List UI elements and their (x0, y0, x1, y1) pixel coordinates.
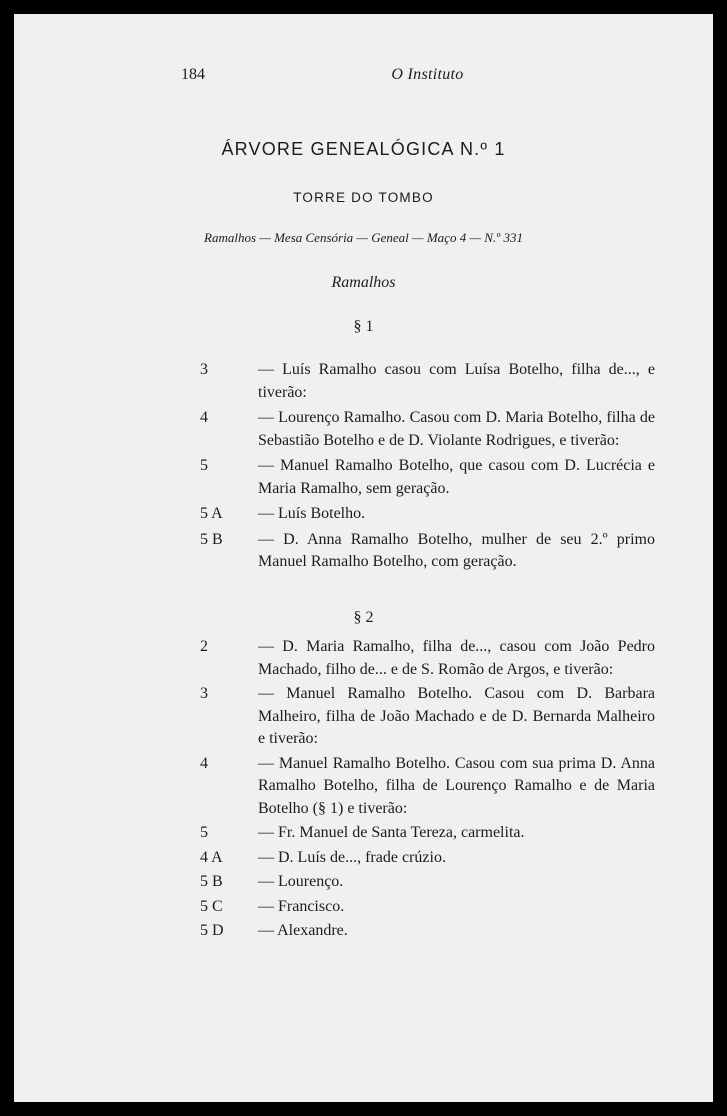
entry-text: — Lourenço. (258, 873, 344, 890)
genealogy-entry (14, 896, 713, 919)
genealogy-entry (14, 503, 713, 526)
generation-number: 5 B (200, 530, 223, 548)
generation-number: 5 A (200, 505, 223, 522)
generation-number: 4 A (200, 848, 223, 866)
genealogy-entry (14, 636, 713, 681)
document-subtitle: TORRE DO TOMBO (293, 190, 434, 205)
generation-number: 5 (200, 457, 208, 474)
generation-number: 3 (200, 361, 208, 378)
genealogy-entry (14, 683, 713, 751)
genealogy-entry (14, 753, 713, 821)
entry-text: — D. Anna Ramalho Botelho, mulher de seu 2.º primo Manuel Ramalho Botelho, com geração. (258, 530, 655, 570)
genealogy-entry (14, 822, 713, 845)
family-heading: Ramalhos (331, 274, 396, 291)
genealogy-entry (14, 920, 713, 943)
document-page (14, 14, 713, 1102)
section-2-entries (14, 636, 713, 945)
document-title: ÁRVORE GENEALÓGICA N.º 1 (221, 139, 506, 159)
section-2-label: § 2 (353, 609, 374, 626)
section-1-label: § 1 (353, 318, 374, 335)
generation-number: 3 (200, 685, 208, 702)
genealogy-entry (14, 529, 713, 574)
genealogy-entry (14, 871, 713, 894)
entry-text: — D. Maria Ramalho, filha de..., casou com João Pedro Machado, filho de... e de S. Romão de Argos, e tiverão: (258, 638, 655, 678)
entry-text: — Lourenço Ramalho. Casou com D. Maria Botelho, filha de Sebastião Botelho e de D. Violante Rodrigues, e tiverão: (258, 409, 655, 449)
entry-text: — Manuel Ramalho Botelho. Casou com sua prima D. Anna Ramalho Botelho, filha de Lourenço Ramalho e de Maria Botelho (§ 1) e tiverão: (258, 754, 655, 817)
entry-text: — Manuel Ramalho Botelho. Casou com D. Barbara Malheiro, filha de João Machado e de D. Bernarda Malheiro e tiverão: (258, 685, 655, 747)
entry-text: — D. Luís de..., frade crúzio. (258, 848, 446, 866)
generation-number: 5 (200, 824, 208, 841)
entry-text: — Luís Ramalho casou com Luísa Botelho, filha de..., e tiverão: (258, 361, 655, 401)
genealogy-entry (14, 407, 713, 452)
running-title: O Instituto (391, 66, 464, 83)
entry-text: — Manuel Ramalho Botelho, que casou com D. Lucrécia e Maria Ramalho, sem geração. (258, 457, 655, 497)
generation-number: 4 (200, 754, 208, 772)
genealogy-entry (14, 359, 713, 404)
genealogy-entry (14, 455, 713, 500)
archive-reference: Ramalhos — Mesa Censória — Geneal — Maço 4 — N.º 331 (204, 230, 523, 245)
generation-number: 5 C (200, 897, 223, 915)
section-1-entries (14, 359, 713, 577)
entry-text: — Fr. Manuel de Santa Tereza, carmelita. (258, 824, 525, 841)
generation-number: 5 B (200, 873, 223, 890)
genealogy-entry (14, 847, 713, 870)
entry-text: — Francisco. (258, 897, 345, 915)
entry-text: — Luís Botelho. (258, 505, 366, 522)
generation-number: 5 D (200, 922, 224, 939)
page-number: 184 (181, 66, 205, 83)
generation-number: 2 (200, 638, 208, 655)
generation-number: 4 (200, 409, 208, 426)
entry-text: — Alexandre. (258, 922, 348, 939)
